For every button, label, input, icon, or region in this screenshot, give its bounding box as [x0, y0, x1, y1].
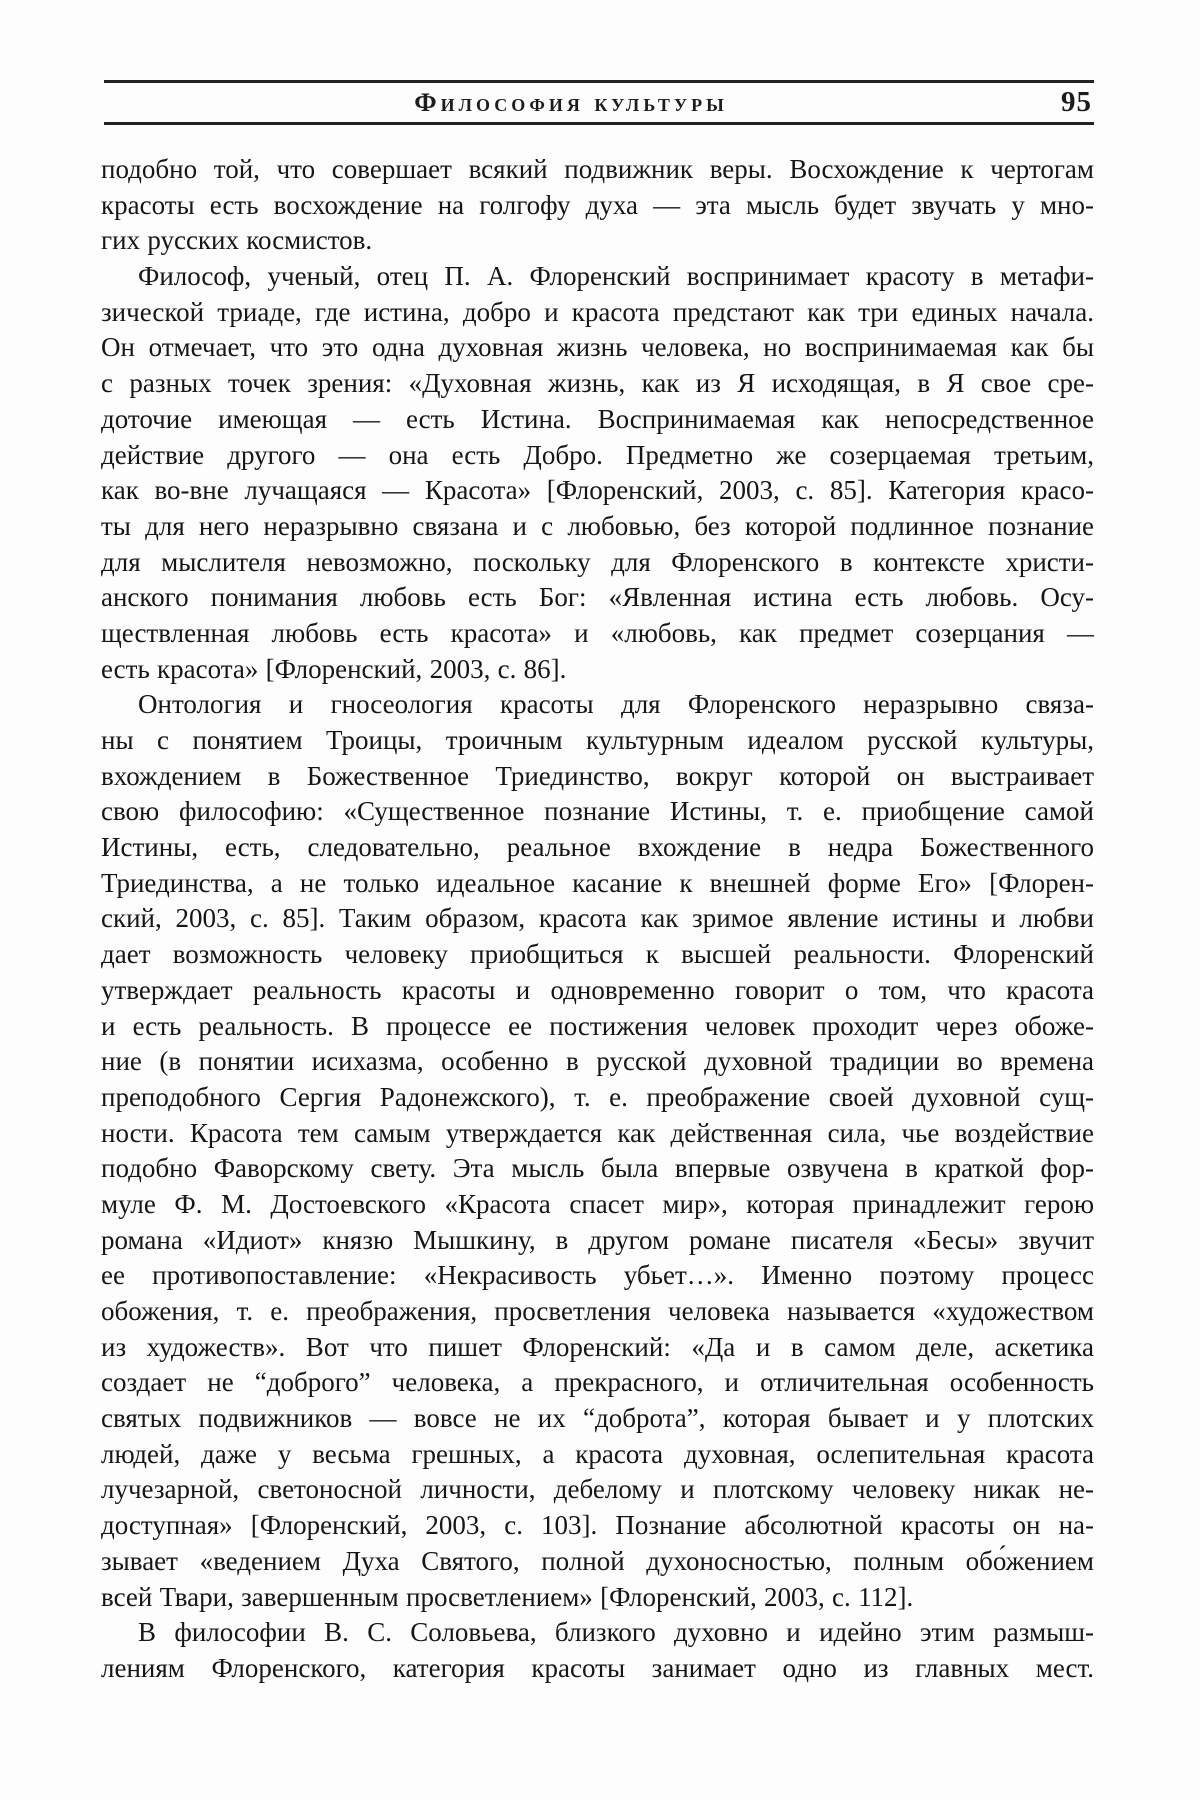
text-line: Истины, есть, следовательно, реальное вхождение в недра Божественного	[101, 832, 1094, 863]
text-line: Он отмечает, что это одна духовная жизнь человека, но воспринимаемая как бы	[101, 332, 1094, 363]
text-line: лучезарной, светоносной личности, дебелому и плотскому человеку никак не-	[101, 1474, 1094, 1505]
paragraph	[101, 1615, 1094, 1686]
text-line: святых подвижников — вовсе не их “доброта”, которая бывает и у плотских	[101, 1403, 1094, 1434]
text-line: людей, даже у весьма грешных, а красота духовная, ослепительная красота	[101, 1438, 1094, 1469]
text-line: гих русских космистов.	[101, 225, 373, 256]
text-line: В философии В. С. Соловьева, близкого духовно и идейно этим размыш-	[138, 1617, 1094, 1648]
text-line: романа «Идиот» князю Мышкину, в другом романе писателя «Бесы» звучит	[101, 1224, 1094, 1255]
text-line: ществленная любовь есть красота» и «любовь, как предмет созерцания —	[101, 617, 1094, 648]
text-line: и есть реальность. В процессе ее постижения человек проходит через обоже-	[101, 1010, 1094, 1041]
text-line: лениям Флоренского, категория красоты занимает одно из главных мест.	[101, 1652, 1094, 1683]
text-line: доступная» [Флоренский, 2003, с. 103]. Познание абсолютной красоты он на-	[101, 1510, 1094, 1541]
text-line: муле Ф. М. Достоевского «Красота спасет мир», которая принадлежит герою	[101, 1188, 1094, 1219]
text-line: зывает «ведением Духа Святого, полной духоносностью, полным обо́жением	[101, 1545, 1094, 1576]
text-line: Онтология и гносеология красоты для Флоренского неразрывно связа-	[138, 689, 1094, 720]
text-line: Триединства, а не только идеальное касание к внешней форме Его» [Флорен-	[101, 867, 1094, 898]
paragraph	[101, 152, 1094, 259]
text-line: ее противопоставление: «Некрасивость убьет…». Именно поэтому процесс	[101, 1260, 1094, 1291]
text-line: есть красота» [Флоренский, 2003, с. 86].	[101, 653, 567, 684]
text-line: дает возможность человеку приобщиться к высшей реальности. Флоренский	[101, 939, 1094, 970]
text-line: действие другого — она есть Добро. Предметно же созерцаемая третьим,	[101, 439, 1094, 470]
text-line: создает не “доброго” человека, а прекрасного, и отличительная особенность	[101, 1367, 1094, 1398]
running-head-title: Философия культуры	[414, 87, 728, 117]
text-line: ние (в понятии исихазма, особенно в русской духовной традиции во времена	[101, 1046, 1094, 1077]
text-line: всей Твари, завершенным просветлением» [Флоренский, 2003, с. 112].	[101, 1581, 914, 1612]
text-line: красоты есть восхождение на голгофу духа — эта мысль будет звучать у мно-	[101, 189, 1094, 220]
text-line: Философ, ученый, отец П. А. Флоренский воспринимает красоту в метафи-	[138, 261, 1094, 292]
page-number: 95	[1061, 85, 1092, 118]
text-line: ны с понятием Троицы, троичным культурным идеалом русской культуры,	[101, 725, 1094, 755]
text-line: подобно той, что совершает всякий подвижник веры. Восхождение к чертогам	[101, 154, 1094, 184]
text-line: для мыслителя невозможно, поскольку для Флоренского в контексте христи-	[101, 546, 1094, 577]
text-line: свою философию: «Существенное познание Истины, т. е. приобщение самой	[101, 796, 1094, 827]
text-line: подобно Фаворскому свету. Эта мысль была впервые озвучена в краткой фор-	[101, 1153, 1094, 1184]
page-body	[101, 152, 1094, 1687]
text-line: ский, 2003, с. 85]. Таким образом, красота как зримое явление истины и любви	[101, 903, 1094, 934]
text-line: анского понимания любовь есть Бог: «Явленная истина есть любовь. Осу-	[101, 582, 1094, 613]
text-line: вхождением в Божественное Триединство, вокруг которой он выстраивает	[101, 760, 1094, 791]
text-line: обожения, т. е. преображения, просветления человека называется «художеством	[101, 1296, 1094, 1326]
text-line: из художеств». Вот что пишет Флоренский: «Да и в самом деле, аскетика	[101, 1331, 1094, 1362]
text-line: ности. Красота тем самым утверждается как действенная сила, чье воздействие	[101, 1117, 1094, 1148]
text-line: преподобного Сергия Радонежского), т. е. преображение своей духовной сущ-	[101, 1081, 1094, 1112]
running-head	[104, 80, 1094, 125]
text-line: с разных точек зрения: «Духовная жизнь, как из Я исходящая, в Я свое сре-	[101, 368, 1094, 399]
text-line: доточие имеющая — есть Истина. Воспринимаемая как непосредственное	[101, 403, 1094, 434]
text-line: зической триаде, где истина, добро и красота предстают как три единых начала.	[101, 296, 1094, 327]
text-line: как во-вне лучащаяся — Красота» [Флоренский, 2003, с. 85]. Категория красо-	[101, 475, 1094, 506]
text-line: ты для него неразрывно связана и с любовью, без которой подлинное познание	[101, 510, 1094, 541]
paragraph	[101, 259, 1094, 687]
text-line: утверждает реальность красоты и одновременно говорит о том, что красота	[101, 974, 1094, 1005]
paragraph	[101, 687, 1094, 1615]
